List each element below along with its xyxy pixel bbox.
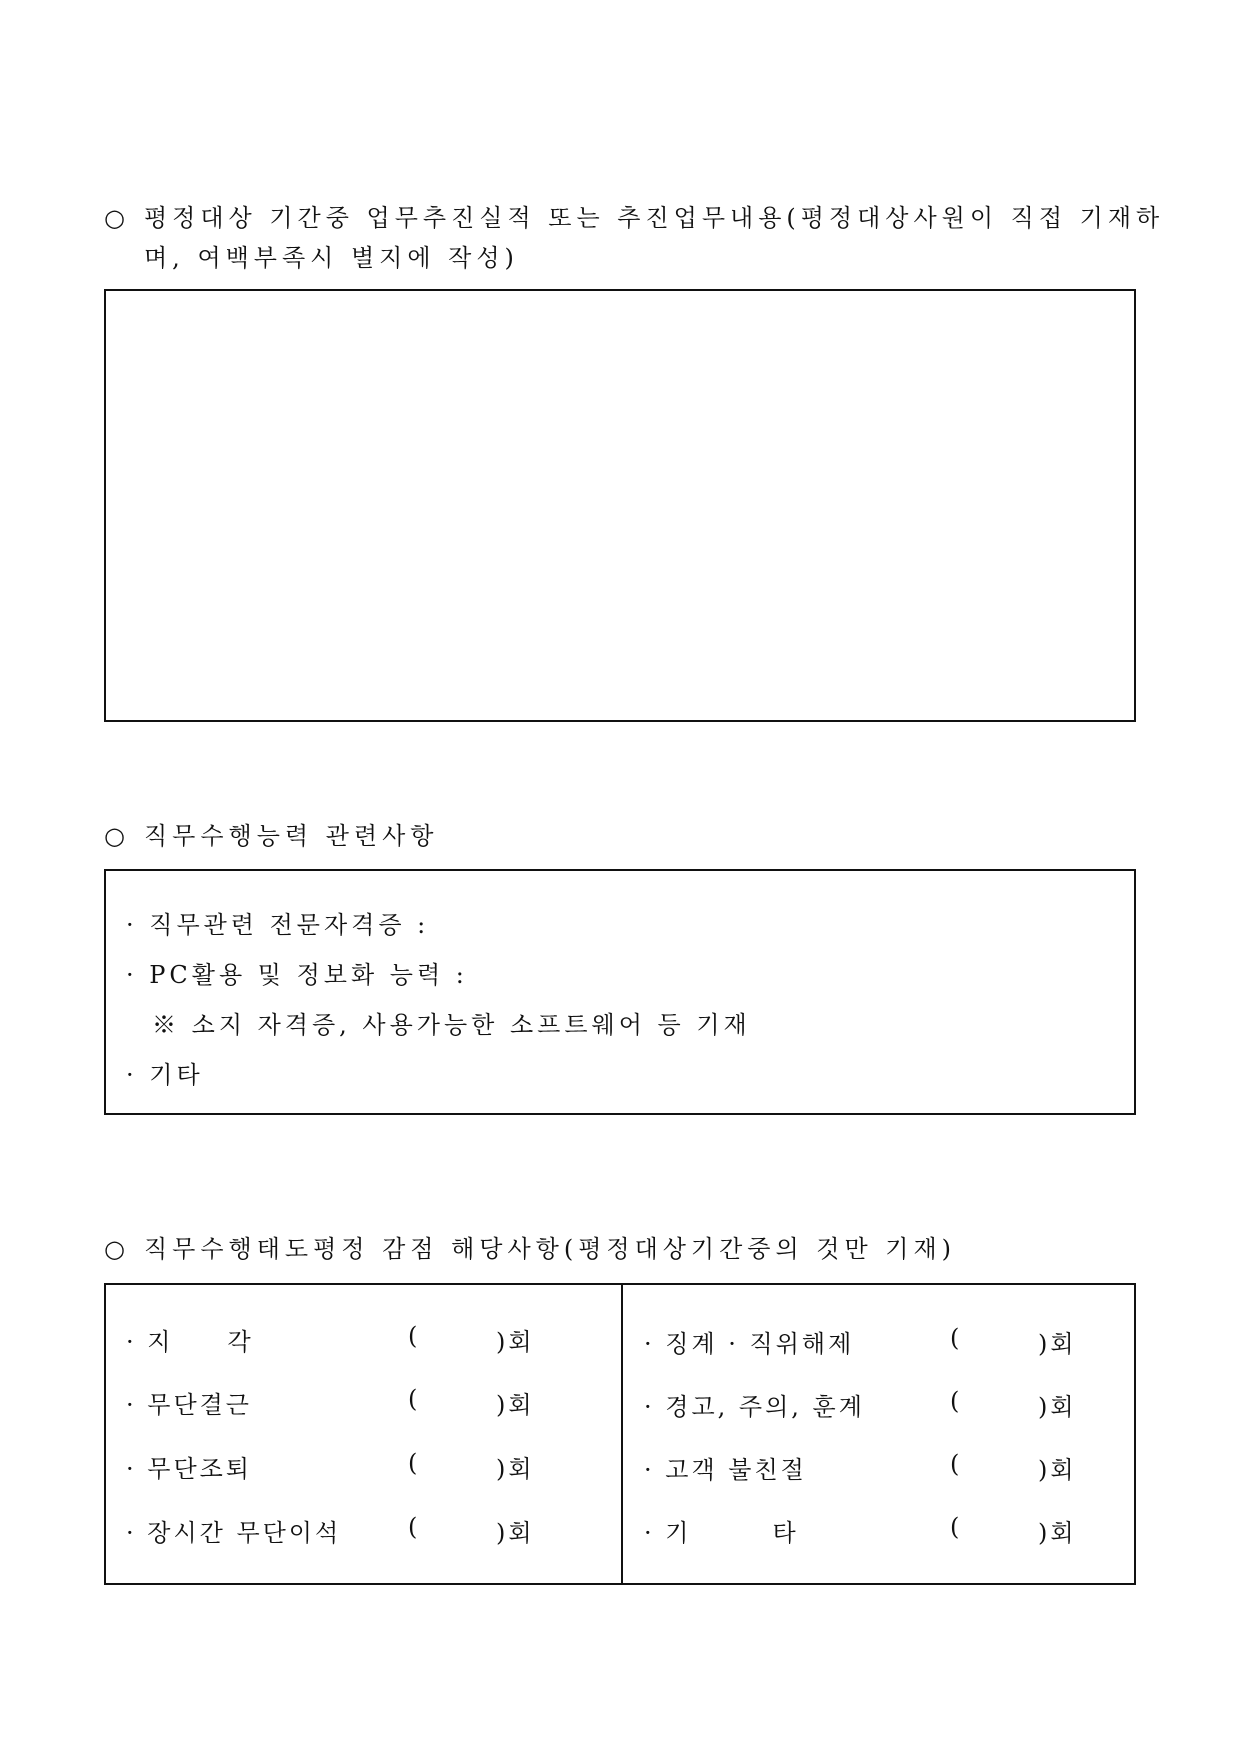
section1-title-line1: 평정대상 기간중 업무추진실적 또는 추진업무내용(평정대상사원이 직접 기재하 [144,204,1165,232]
deduction-row-tardy [126,1322,606,1354]
deduction-row-early-leave [126,1449,606,1481]
deduction-row-unkindness [644,1450,1124,1482]
competency-box [104,869,1136,1115]
competency-note: ※ 소지 자격증, 사용가능한 소프트웨어 등 기재 [152,1011,751,1039]
section1-title-line2: 며, 여백부족시 별지에 작성) [144,244,519,272]
open-paren: ( [408,1322,421,1350]
open-paren: ( [408,1385,421,1413]
deduction-label: · 고객 불친절 [644,1456,807,1484]
count-unit: )회 [1038,1393,1077,1421]
section1-heading [104,198,1164,278]
deduction-row-absence [126,1385,606,1417]
deduction-label: · 기 타 [644,1519,799,1547]
count-unit: )회 [1038,1519,1077,1547]
deduction-label: · 장시간 무단이석 [126,1519,342,1547]
count-unit: )회 [496,1519,535,1547]
section2-title: 직무수행능력 관련사항 [144,822,439,850]
competency-item-pc-skill: · PC활용 및 정보화 능력 : [126,961,468,989]
work-performance-box[interactable] [104,289,1136,722]
open-paren: ( [408,1449,421,1477]
section3-heading [104,1229,956,1269]
open-paren: ( [950,1387,963,1415]
count-unit: )회 [496,1455,535,1483]
count-unit: )회 [1038,1456,1077,1484]
competency-item-certificate: · 직무관련 전문자격증 : [126,911,430,939]
open-paren: ( [950,1324,963,1352]
deduction-row-long-absence [126,1513,606,1545]
deduction-row-warning [644,1387,1124,1419]
section3-bullet: ○ [104,1235,125,1263]
deduction-label: · 지 각 [126,1328,254,1356]
deduction-table [104,1283,1136,1585]
deduction-row-discipline [644,1324,1124,1356]
count-unit: )회 [1038,1330,1077,1358]
open-paren: ( [950,1450,963,1478]
open-paren: ( [950,1513,963,1541]
section1-bullet: ○ [104,204,125,232]
section2-bullet: ○ [104,822,125,850]
table-divider [621,1285,623,1583]
deduction-label: · 무단결근 [126,1391,252,1419]
deduction-row-other [644,1513,1124,1545]
deduction-label: · 무단조퇴 [126,1455,252,1483]
count-unit: )회 [496,1391,535,1419]
competency-item-other: · 기타 [126,1061,204,1089]
deduction-label: · 징계 · 직위해제 [644,1330,855,1358]
count-unit: )회 [496,1328,535,1356]
section2-heading [104,816,438,856]
deduction-label: · 경고, 주의, 훈계 [644,1393,865,1421]
open-paren: ( [408,1513,421,1541]
section3-title: 직무수행태도평정 감점 해당사항(평정대상기간중의 것만 기재) [144,1235,957,1263]
